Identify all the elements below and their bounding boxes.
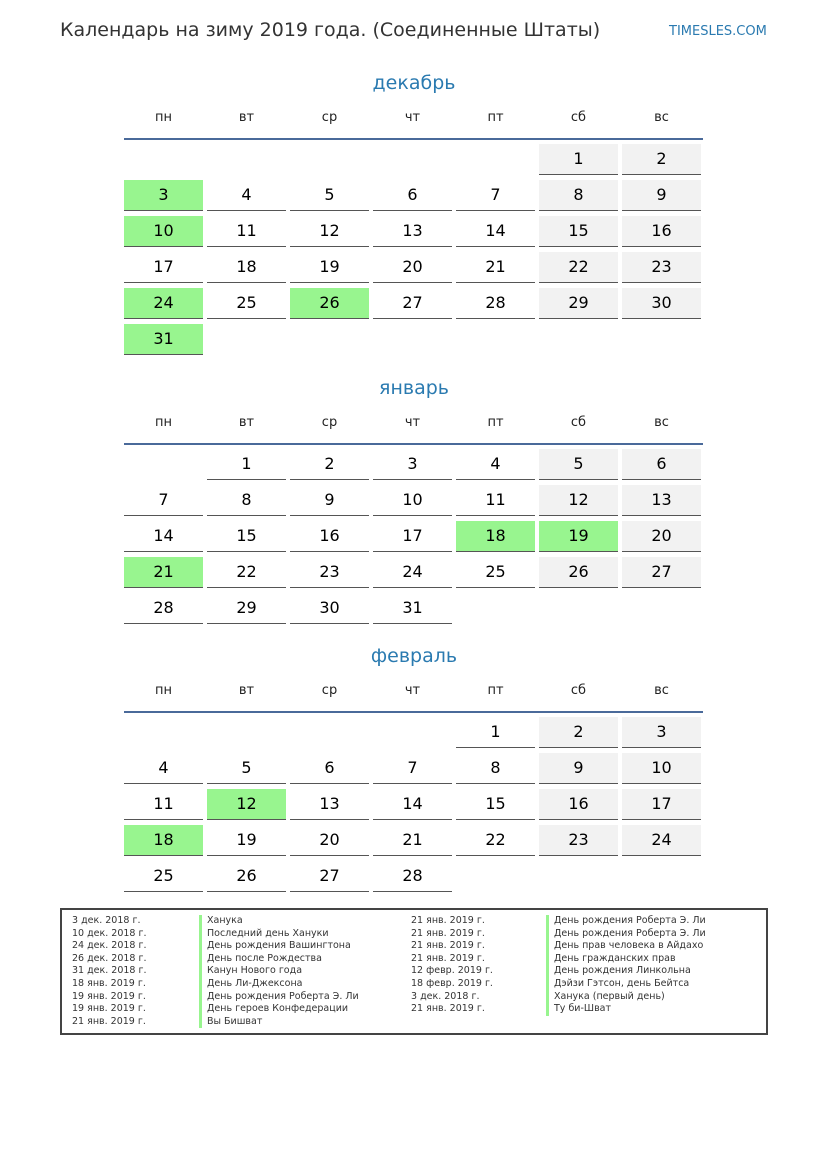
weekday-header [124, 415, 704, 435]
holiday-date: 18 февр. 2019 г. [411, 977, 493, 989]
day-grid [124, 717, 704, 893]
day-cell[interactable]: 2 [622, 144, 701, 175]
empty-cell [539, 324, 618, 354]
day-cell[interactable]: 29 [539, 288, 618, 319]
day-cell[interactable]: 14 [456, 216, 535, 247]
header-divider [124, 138, 703, 140]
holiday-date: 21 янв. 2019 г. [411, 1003, 485, 1015]
holiday-name: День рождения Роберта Э. Ли [546, 928, 706, 941]
day-cell[interactable]: 17 [124, 252, 203, 283]
weekday-label: вт [238, 110, 255, 125]
weekday-label: вс [654, 683, 669, 698]
empty-cell [124, 717, 203, 747]
day-cell[interactable]: 2 [290, 449, 369, 480]
holiday-date: 21 янв. 2019 г. [411, 940, 485, 952]
day-cell[interactable]: 26 [539, 557, 618, 588]
day-cell[interactable]: 21 [373, 825, 452, 856]
day-cell[interactable]: 9 [539, 753, 618, 784]
day-cell[interactable]: 27 [373, 288, 452, 319]
day-cell[interactable]: 28 [124, 593, 203, 624]
day-cell[interactable]: 1 [539, 144, 618, 175]
day-cell[interactable]: 4 [207, 180, 286, 211]
day-cell[interactable]: 4 [124, 753, 203, 784]
day-cell[interactable]: 5 [207, 753, 286, 784]
day-cell[interactable]: 15 [539, 216, 618, 247]
holiday-date: 19 янв. 2019 г. [72, 1003, 146, 1015]
week-row [124, 252, 704, 284]
day-cell[interactable]: 19 [207, 825, 286, 856]
day-cell[interactable]: 6 [373, 180, 452, 211]
empty-cell [290, 144, 369, 174]
day-cell[interactable]: 18 [207, 252, 286, 283]
holiday-name: День рождения Линкольна [546, 965, 706, 978]
holiday-date: 21 янв. 2019 г. [411, 952, 485, 964]
weekday-label: чт [404, 683, 421, 698]
holiday-day-cell[interactable]: 31 [124, 324, 203, 355]
empty-cell [290, 324, 369, 354]
day-cell[interactable]: 19 [290, 252, 369, 283]
holiday-name: Ханука [199, 915, 359, 928]
day-cell[interactable]: 20 [290, 825, 369, 856]
weekday-label: сб [570, 683, 587, 698]
holiday-name: День гражданских прав [546, 953, 706, 966]
day-cell[interactable]: 27 [290, 861, 369, 892]
day-cell[interactable]: 28 [373, 861, 452, 892]
holiday-day-cell[interactable]: 21 [124, 557, 203, 588]
holiday-day-cell[interactable]: 3 [124, 180, 203, 211]
holiday-date: 26 дек. 2018 г. [72, 952, 147, 964]
day-cell[interactable]: 22 [207, 557, 286, 588]
empty-cell [124, 449, 203, 479]
day-cell[interactable]: 7 [124, 485, 203, 516]
empty-cell [456, 324, 535, 354]
holiday-names-left [199, 915, 359, 1028]
holiday-date: 21 янв. 2019 г. [411, 927, 485, 939]
month-calendar [124, 643, 704, 897]
holiday-list [60, 908, 768, 1035]
week-row [124, 144, 704, 176]
day-cell[interactable]: 30 [290, 593, 369, 624]
holiday-date: 21 янв. 2019 г. [411, 915, 485, 926]
weekday-label: вс [654, 415, 669, 430]
day-cell[interactable]: 29 [207, 593, 286, 624]
day-cell[interactable]: 10 [622, 753, 701, 784]
week-row [124, 180, 704, 212]
weekday-label: ср [321, 415, 338, 430]
weekday-label: пт [487, 683, 504, 698]
holiday-day-cell[interactable]: 10 [124, 216, 203, 247]
week-row [124, 717, 704, 749]
month-name: декабрь [372, 72, 456, 94]
day-cell[interactable]: 1 [456, 717, 535, 748]
day-cell[interactable]: 23 [539, 825, 618, 856]
holiday-name: День рождения Роберта Э. Ли [199, 991, 359, 1004]
holiday-name: Канун Нового года [199, 965, 359, 978]
holiday-day-cell[interactable]: 19 [539, 521, 618, 552]
day-cell[interactable]: 21 [456, 252, 535, 283]
day-cell[interactable]: 25 [456, 557, 535, 588]
day-cell[interactable]: 5 [290, 180, 369, 211]
day-cell[interactable]: 22 [456, 825, 535, 856]
holiday-names-right [546, 915, 706, 1016]
weekday-label: чт [404, 110, 421, 125]
site-logo-text[interactable]: TIMESLES.COM [669, 24, 767, 39]
month-name: февраль [370, 645, 458, 667]
day-cell[interactable]: 11 [207, 216, 286, 247]
month-name: январь [379, 377, 449, 399]
day-cell[interactable]: 31 [373, 593, 452, 624]
empty-cell [207, 717, 286, 747]
holiday-date: 18 янв. 2019 г. [72, 977, 146, 989]
weekday-label: вс [654, 110, 669, 125]
week-row [124, 521, 704, 553]
day-cell[interactable]: 30 [622, 288, 701, 319]
empty-cell [622, 324, 701, 354]
holiday-day-cell[interactable]: 24 [124, 288, 203, 319]
holiday-date: 12 февр. 2019 г. [411, 965, 493, 977]
holiday-date: 3 дек. 2018 г. [411, 990, 480, 1002]
empty-cell [207, 324, 286, 354]
empty-cell [456, 861, 535, 891]
empty-cell [373, 717, 452, 747]
holiday-dates-right [411, 915, 493, 1016]
day-cell[interactable]: 9 [290, 485, 369, 516]
week-row [124, 753, 704, 785]
day-cell[interactable]: 1 [207, 449, 286, 480]
day-cell[interactable]: 16 [290, 521, 369, 552]
day-grid [124, 144, 704, 356]
week-row [124, 485, 704, 517]
weekday-label: сб [570, 110, 587, 125]
day-cell[interactable]: 3 [373, 449, 452, 480]
week-row [124, 789, 704, 821]
day-cell[interactable]: 27 [622, 557, 701, 588]
day-cell[interactable]: 13 [622, 485, 701, 516]
week-row [124, 557, 704, 589]
holiday-name: Последний день Хануки [199, 928, 359, 941]
empty-cell [124, 144, 203, 174]
holiday-day-cell[interactable]: 12 [207, 789, 286, 820]
day-cell[interactable]: 23 [622, 252, 701, 283]
week-row [124, 861, 704, 893]
empty-cell [539, 861, 618, 891]
day-cell[interactable]: 14 [373, 789, 452, 820]
day-cell[interactable]: 22 [539, 252, 618, 283]
holiday-day-cell[interactable]: 26 [290, 288, 369, 319]
header-divider [124, 443, 703, 445]
day-cell[interactable]: 24 [622, 825, 701, 856]
holiday-date: 19 янв. 2019 г. [72, 990, 146, 1002]
weekday-label: чт [404, 415, 421, 430]
day-cell[interactable]: 16 [622, 216, 701, 247]
holiday-name: День рождения Роберта Э. Ли [546, 915, 706, 928]
weekday-label: ср [321, 683, 338, 698]
empty-cell [539, 593, 618, 623]
holiday-date: 24 дек. 2018 г. [72, 940, 147, 952]
day-cell[interactable]: 15 [207, 521, 286, 552]
holiday-name: День героев Конфедерации [199, 1003, 359, 1016]
weekday-label: пт [487, 415, 504, 430]
day-grid [124, 449, 704, 625]
holiday-name: День после Рождества [199, 953, 359, 966]
week-row [124, 216, 704, 248]
empty-cell [373, 144, 452, 174]
holiday-day-cell[interactable]: 18 [456, 521, 535, 552]
month-calendar [124, 70, 704, 360]
day-cell[interactable]: 5 [539, 449, 618, 480]
weekday-label: вт [238, 415, 255, 430]
month-calendar [124, 375, 704, 629]
week-row [124, 288, 704, 320]
holiday-name: Дэйзи Гэтсон, день Бейтса [546, 978, 706, 991]
holiday-name: День рождения Вашингтона [199, 940, 359, 953]
holiday-date: 31 дек. 2018 г. [72, 965, 147, 977]
day-cell[interactable]: 16 [539, 789, 618, 820]
empty-cell [622, 593, 701, 623]
holiday-name: Ту би-Шват [546, 1003, 706, 1016]
day-cell[interactable]: 23 [290, 557, 369, 588]
day-cell[interactable]: 8 [539, 180, 618, 211]
day-cell[interactable]: 6 [622, 449, 701, 480]
day-cell[interactable]: 12 [539, 485, 618, 516]
page-title: Календарь на зиму 2019 года. (Соединенные Штаты) [60, 19, 601, 41]
holiday-name: День прав человека в Айдахо [546, 940, 706, 953]
empty-cell [456, 144, 535, 174]
empty-cell [373, 324, 452, 354]
empty-cell [622, 861, 701, 891]
day-cell[interactable]: 13 [290, 789, 369, 820]
holiday-name: День Ли-Джексона [199, 978, 359, 991]
holiday-date: 10 дек. 2018 г. [72, 927, 147, 939]
day-cell[interactable]: 17 [373, 521, 452, 552]
day-cell[interactable]: 26 [207, 861, 286, 892]
weekday-label: ср [321, 110, 338, 125]
week-row [124, 593, 704, 625]
day-cell[interactable]: 12 [290, 216, 369, 247]
holiday-day-cell[interactable]: 18 [124, 825, 203, 856]
holiday-date: 3 дек. 2018 г. [72, 915, 141, 926]
day-cell[interactable]: 2 [539, 717, 618, 748]
weekday-label: сб [570, 415, 587, 430]
week-row [124, 324, 704, 356]
day-cell[interactable]: 15 [456, 789, 535, 820]
day-cell[interactable]: 8 [456, 753, 535, 784]
day-cell[interactable]: 6 [290, 753, 369, 784]
day-cell[interactable]: 25 [124, 861, 203, 892]
day-cell[interactable]: 7 [456, 180, 535, 211]
weekday-label: вт [238, 683, 255, 698]
holiday-date: 21 янв. 2019 г. [72, 1015, 146, 1027]
day-cell[interactable]: 3 [622, 717, 701, 748]
day-cell[interactable]: 28 [456, 288, 535, 319]
weekday-label: пт [487, 110, 504, 125]
day-cell[interactable]: 10 [373, 485, 452, 516]
day-cell[interactable]: 9 [622, 180, 701, 211]
weekday-label: пн [155, 683, 172, 698]
day-cell[interactable]: 11 [124, 789, 203, 820]
day-cell[interactable]: 20 [622, 521, 701, 552]
day-cell[interactable]: 17 [622, 789, 701, 820]
day-cell[interactable]: 25 [207, 288, 286, 319]
day-cell[interactable]: 14 [124, 521, 203, 552]
empty-cell [207, 144, 286, 174]
empty-cell [290, 717, 369, 747]
weekday-header [124, 683, 704, 703]
weekday-label: пн [155, 110, 172, 125]
day-cell[interactable]: 8 [207, 485, 286, 516]
week-row [124, 449, 704, 481]
day-cell[interactable]: 11 [456, 485, 535, 516]
day-cell[interactable]: 20 [373, 252, 452, 283]
header-divider [124, 711, 703, 713]
day-cell[interactable]: 4 [456, 449, 535, 480]
week-row [124, 825, 704, 857]
holiday-dates-left [72, 915, 147, 1028]
empty-cell [456, 593, 535, 623]
weekday-label: пн [155, 415, 172, 430]
day-cell[interactable]: 7 [373, 753, 452, 784]
day-cell[interactable]: 13 [373, 216, 452, 247]
day-cell[interactable]: 24 [373, 557, 452, 588]
weekday-header [124, 110, 704, 130]
holiday-name: Ханука (первый день) [546, 991, 706, 1004]
holiday-name: Вы Бишват [199, 1016, 359, 1029]
